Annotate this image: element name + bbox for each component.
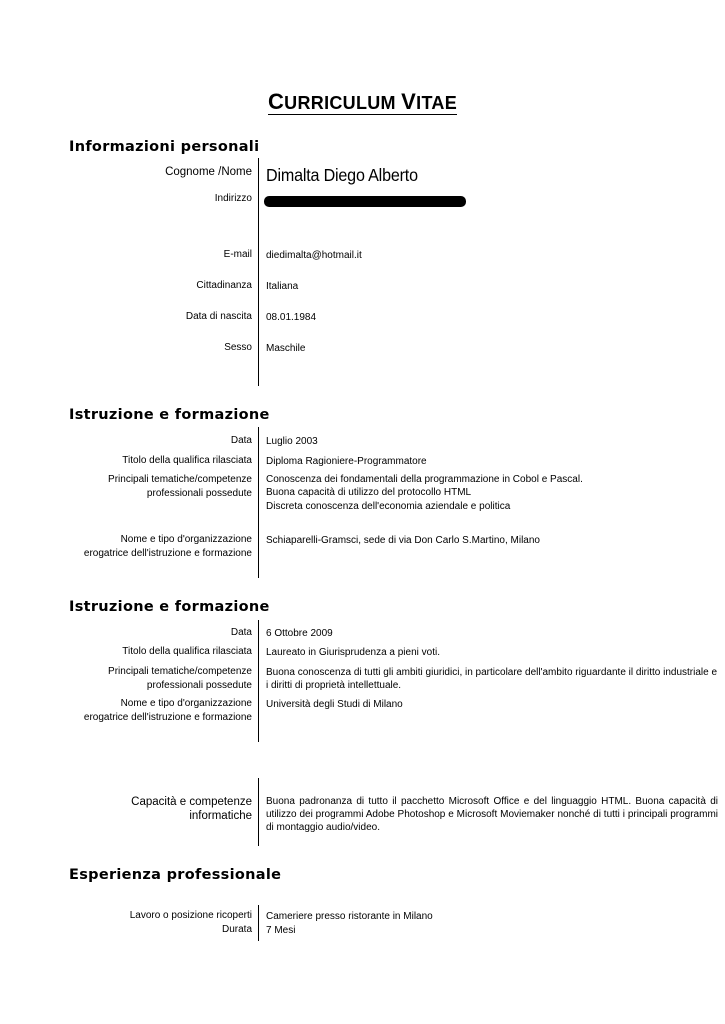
edu2-skills-label: Principali tematiche/competenze professionali possedute (108, 666, 252, 691)
section-divider-computer (258, 778, 259, 846)
edu1-date-label: Data (230, 435, 252, 446)
edu2-title-label: Titolo della qualifica rilasciata (122, 646, 252, 657)
title-initial-1: C (267, 89, 285, 114)
edu2-skills-value: Buona conoscenza di tutti gli ambiti giuridici, in particolare dell'ambito riguardante il diritto industriale e i diritti di proprietà intellettuale. (266, 667, 718, 691)
computer-skills-label: Capacità e competenze informatiche (131, 796, 252, 822)
edu2-org-value: Università degli Studi di Milano (266, 699, 403, 710)
section-heading-education-1: Istruzione e formazione (69, 407, 270, 423)
email-value: diedimalta@hotmail.it (266, 250, 362, 261)
birthdate-label: Data di nascita (185, 311, 252, 322)
birthdate-value: 08.01.1984 (266, 312, 317, 323)
address-redaction (264, 196, 466, 207)
edu1-org-label: Nome e tipo d'organizzazione erogatrice dell'istruzione e formazione (83, 534, 252, 559)
section-divider-personal (258, 158, 259, 386)
edu2-date-value: 6 Ottobre 2009 (266, 628, 333, 639)
section-heading-experience: Esperienza professionale (69, 867, 282, 883)
section-heading-personal: Informazioni personali (69, 139, 260, 155)
edu1-title-label: Titolo della qualifica rilasciata (122, 455, 252, 466)
email-label: E-mail (223, 249, 252, 260)
edu2-org-label: Nome e tipo d'organizzazione erogatrice dell'istruzione e formazione (83, 698, 252, 723)
edu1-date-value: Luglio 2003 (266, 436, 318, 447)
sex-label: Sesso (224, 342, 252, 353)
job-value: Cameriere presso ristorante in Milano (266, 911, 433, 922)
title-rest-1: URRICULUM (284, 93, 402, 113)
edu1-skills-line: Buona capacità di utilizzo del protocollo HTML (266, 487, 472, 498)
document-title (0, 89, 725, 115)
sex-value: Maschile (266, 343, 306, 354)
name-label: Cognome /Nome (165, 166, 252, 178)
section-divider-education-2 (258, 620, 259, 742)
name-value: Dimalta Diego Alberto (266, 165, 418, 185)
address-label: Indirizzo (214, 193, 252, 204)
section-heading-education-2: Istruzione e formazione (69, 599, 270, 615)
edu1-org-value: Schiaparelli-Gramsci, sede di via Don Carlo S.Martino, Milano (266, 535, 540, 546)
computer-skills-value: Buona padronanza di tutto il pacchetto Microsoft Office e del linguaggio HTML. Buona capacità di utilizzo dei programmi Adobe Photoshop e Microsoft Moviemaker nonché di tutti i principali programmi di montaggio audio/video. (266, 796, 718, 833)
edu1-title-value: Diploma Ragioniere-Programmatore (266, 456, 427, 467)
section-divider-experience (258, 905, 259, 941)
job-label: Lavoro o posizione ricoperti (129, 910, 252, 921)
edu1-skills-label: Principali tematiche/competenze professionali possedute (108, 474, 252, 499)
edu1-skills-line: Discreta conoscenza dell'economia aziendale e politica (266, 501, 511, 512)
title-initial-2: V (401, 89, 417, 114)
citizenship-value: Italiana (266, 281, 299, 292)
duration-value: 7 Mesi (266, 925, 296, 936)
edu2-title-value: Laureato in Giurisprudenza a pieni voti. (266, 647, 440, 658)
title-rest-2: ITAE (416, 93, 458, 113)
edu1-skills-line: Conoscenza dei fondamentali della programmazione in Cobol e Pascal. (266, 474, 583, 485)
duration-label: Durata (221, 924, 252, 935)
citizenship-label: Cittadinanza (196, 280, 252, 291)
edu2-date-label: Data (230, 627, 252, 638)
section-divider-education-1 (258, 427, 259, 578)
